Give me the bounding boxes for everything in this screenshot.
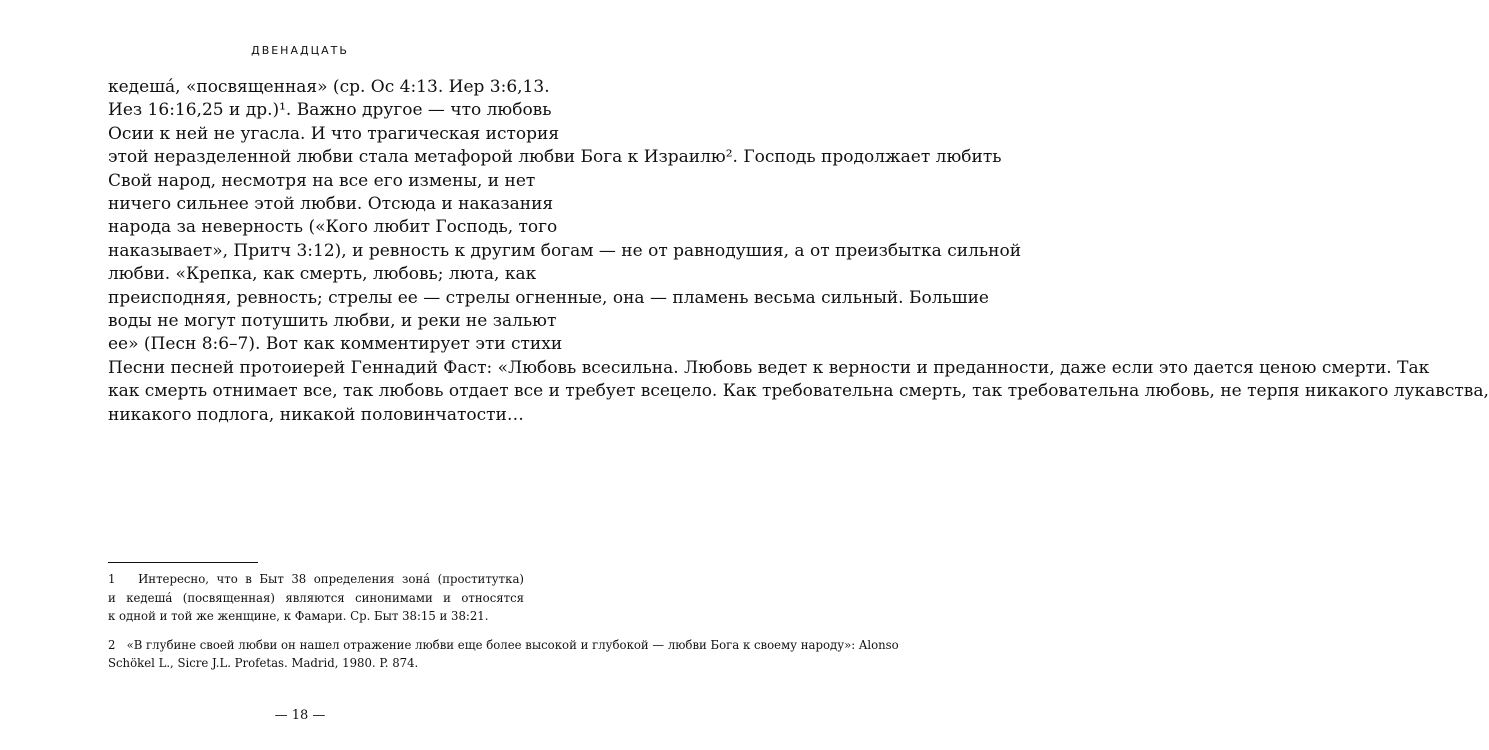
- text-line: преисподняя, ревность; стрелы ее — стрелы огненные, она — пламень весьма сильный. Большие: [108, 287, 989, 308]
- running-header: ДВЕНАДЦАТЬ: [251, 44, 349, 57]
- footnote-line: и кедешá (посвященная) являются синонимами и относятся: [108, 590, 524, 605]
- text-line: Иез 16:16,25 и др.)¹. Важно другое — что любовь: [108, 100, 552, 121]
- footnote-line: Schökel L., Sicre J.L. Profetas. Madrid, 1980. P. 874.: [108, 656, 419, 671]
- text-line: Осии к ней не угасла. И что трагическая история: [108, 123, 560, 144]
- page-number: — 18 —: [274, 708, 326, 723]
- footnote-number: 1: [108, 572, 116, 586]
- text-line: воды не могут потушить любви, и реки не зальют: [108, 311, 557, 332]
- footnotes: [108, 570, 899, 673]
- text-line: Свой народ, несмотря на все его измены, и нет: [108, 170, 536, 191]
- footnote-1: [108, 570, 524, 626]
- footnote-line: к одной и той же женщине, к Фамари. Ср. Быт 38:15 и 38:21.: [108, 609, 489, 624]
- text-line: народа за неверность («Кого любит Господь, того: [108, 217, 558, 238]
- text-line: Песни песней протоиерей Геннадий Фаст: «Любовь всесильна. Любовь ведет к верности и преданности, даже если это дается ценою смерти. Так: [108, 357, 1430, 378]
- text-line: как смерть отнимает все, так любовь отдает все и требует всецело. Как требовательна смерть, так требовательна любовь, не терпя никакого лукавства,: [108, 381, 1489, 402]
- footnote-2: [108, 636, 899, 673]
- text-line: наказывает», Притч 3:12), и ревность к другим богам — не от равнодушия, а от преизбытка сильной: [108, 240, 1022, 261]
- main-text: [108, 76, 1489, 427]
- text-line: кедешá, «посвященная» (ср. Ос 4:13. Иер 3:6,13.: [108, 77, 550, 97]
- text-line: этой неразделенной любви стала метафорой любви Бога к Израилю². Господь продолжает любить: [108, 147, 1002, 168]
- footnote-line: 2 «В глубине своей любви он нашел отражение любви еще более высокой и глубокой — любви Бога к своему народу»: Alonso: [108, 637, 899, 652]
- footnote-line: 1 Интересно, что в Быт 38 определения зонá (проститутка): [108, 572, 524, 586]
- text-line: ничего сильнее этой любви. Отсюда и наказания: [108, 194, 554, 215]
- footnote-number: 2: [108, 637, 116, 652]
- text-line: никакого подлога, никакой половинчатости…: [108, 404, 524, 425]
- footnote-separator: [108, 562, 258, 563]
- text-line: любви. «Крепка, как смерть, любовь; люта, как: [108, 264, 537, 285]
- text-line: ее» (Песн 8:6–7). Вот как комментирует эти стихи: [108, 334, 563, 355]
